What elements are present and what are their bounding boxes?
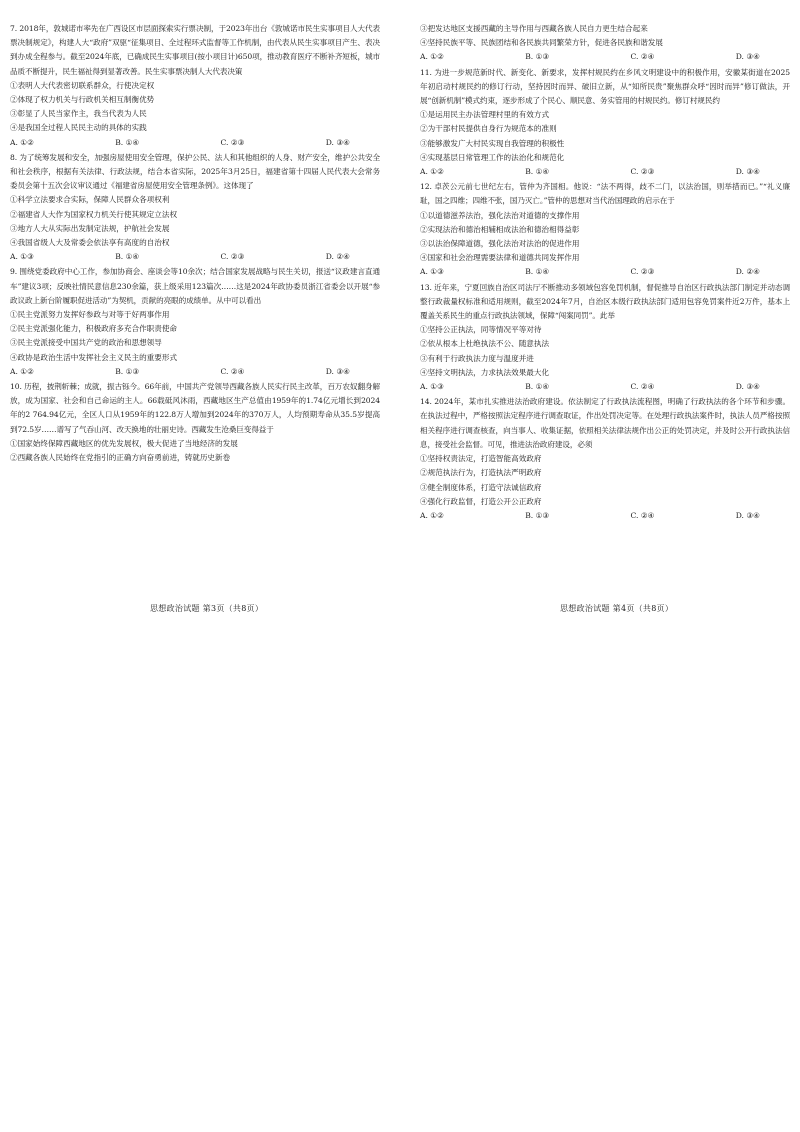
choice-b: B. ①④ bbox=[525, 382, 550, 392]
option: ①表明人大代表密切联系群众，行使决定权 bbox=[10, 80, 155, 90]
option: ①民主党派努力发挥好参政与对等于好两事作用 bbox=[10, 310, 170, 320]
answer-choices bbox=[10, 365, 380, 379]
page-3-column bbox=[10, 22, 380, 466]
choice-a: A. ①③ bbox=[10, 252, 34, 262]
option: ③把发达地区支援西藏的主导作用与西藏各族人民自力更生结合起来 bbox=[420, 24, 648, 33]
question-stem: 8. 为了统筹发展和安全，加强房屋使用安全管理，保护公民、法人和其他组织的人身、财产安全，维护公共安全和社会秩序，根据有关法律、行政法规，结合本省实际，2025年3月25日，福建省第十四届人民代表大会常务委员会第十五次会议审议通过《福建省房屋使用安全管理条例》。这体现了 bbox=[10, 152, 380, 191]
option: ④强化行政监督，打造公开公正政府 bbox=[420, 496, 542, 506]
option: ①科学立法要求合实际，保障人民群众各项权利 bbox=[10, 195, 170, 205]
page-4-column bbox=[420, 22, 790, 524]
blank-area bbox=[0, 620, 800, 1132]
choice-c: C. ②④ bbox=[630, 510, 655, 520]
question-stem: 14. 2024年，某市扎实推进法治政府建设。依法制定了行政执法流程图，明确了行政执法的各个环节和步骤。在执法过程中，严格按照法定程序进行调查取证，作出处罚决定等。在处理行政执法案件时，执法人员严格按照相关程序进行调查核查，向当事人、收集证据，依照相关法律法规作出公正的处罚决定，并及时公开行政执法信息，接受社会监督。可见，推进法治政府建设，必须 bbox=[420, 397, 790, 449]
question-11 bbox=[420, 66, 790, 180]
answer-choices bbox=[420, 509, 790, 523]
option: ①是运用民主办法管理村里的有效方式 bbox=[420, 110, 550, 120]
choice-c: C. ②③ bbox=[630, 167, 655, 177]
answer-choices bbox=[10, 250, 380, 264]
option: ③彰显了人民当家作主，我当代表为人民 bbox=[10, 109, 147, 119]
question-stem: 9. 围绕党委政府中心工作，参加协商会、座谈会等10余次；结合国家发展战略与民生关切，报送“议政建言直通车”建议3项；反映社情民意信息230余篇，获上级采用123篇次……这是2024年政协委员浙江省委会以开展“参政议政上新台阶履职促进活动”为契机，贡献的亮眼的成绩单。从中可以看出 bbox=[10, 267, 380, 305]
choice-c: C. ②④ bbox=[220, 366, 245, 376]
question-stem: 13. 近年来，宁夏回族自治区司法厅不断推动多领域包容免罚机制，督促推导自治区行政执法部门制定并动态调整行政裁量权标准和适用规则，截至2024年7月，自治区本级行政执法部门适用包容免罚案件近2万件，基本上覆盖关系民生的重点行政执法领域，保障“闯案同罚”。此举 bbox=[420, 282, 790, 321]
question-7 bbox=[10, 22, 380, 150]
option: ④坚持民族平等、民族团结和各民族共同繁荣方针，促进各民族和谐发展 bbox=[420, 38, 663, 48]
option: ③有利于行政执法力度与温度并进 bbox=[420, 353, 534, 363]
option: ②民主党派强化能力，积极政府多充合作职责使命 bbox=[10, 324, 178, 334]
page-footer-4: 思想政治试题 第4页（共8页） bbox=[560, 604, 674, 613]
choice-d: D. ③④ bbox=[735, 382, 760, 392]
option: ①以道德滋养法治，强化法治对道德的支撑作用 bbox=[420, 210, 580, 220]
question-10 bbox=[10, 380, 380, 465]
option: ④国家和社会治理需要法律和道德共同发挥作用 bbox=[420, 253, 580, 263]
choice-a: A. ①③ bbox=[420, 382, 444, 392]
option: ②规范执法行为，打造执法严明政府 bbox=[420, 468, 542, 478]
question-10-continued bbox=[420, 22, 790, 65]
answer-choices bbox=[420, 380, 790, 394]
question-9 bbox=[10, 265, 380, 379]
option: ②为干部村民提供自身行为规范本的准则 bbox=[420, 124, 557, 134]
choice-b: B. ①④ bbox=[115, 252, 140, 262]
choice-a: A. ①② bbox=[420, 167, 444, 177]
option: ③能够激发广大村民实现自我管理的积极性 bbox=[420, 138, 565, 148]
choice-b: B. ①④ bbox=[115, 137, 140, 147]
option: ②体现了权力机关与行政机关相互制衡优势 bbox=[10, 95, 155, 105]
question-13 bbox=[420, 281, 790, 395]
choice-d: D. ②④ bbox=[735, 267, 760, 277]
choice-d: D. ③④ bbox=[325, 366, 350, 376]
choice-d: D. ③④ bbox=[325, 137, 350, 147]
question-12 bbox=[420, 180, 790, 279]
answer-choices bbox=[420, 265, 790, 279]
answer-choices bbox=[420, 165, 790, 179]
choice-d: D. ②④ bbox=[325, 252, 350, 262]
option: ②实现法治和德治相辅相成法治和德治相得益彰 bbox=[420, 224, 580, 234]
choice-c: C. ②④ bbox=[630, 52, 655, 62]
option: ①国家始终保障西藏地区的优先发展权，极大促进了当地经济的发展 bbox=[10, 438, 238, 448]
choice-a: A. ①③ bbox=[420, 267, 444, 277]
choice-b: B. ①④ bbox=[525, 167, 550, 177]
option: ①坚持公正执法，同等情况平等对待 bbox=[420, 325, 542, 335]
choice-d: D. ③④ bbox=[735, 52, 760, 62]
option: ③健全制度体系，打造守法诚信政府 bbox=[420, 482, 542, 492]
choice-a: A. ①② bbox=[420, 510, 444, 520]
choice-c: C. ②④ bbox=[630, 382, 655, 392]
question-stem: 7. 2018年，敦城诺市率先在广西设区市层面探索实行票决制，于2023年出台《敦城诺市民生实事项目人大代表票决制规定》，构建人大“政府”双驱“征集项目、全过程环式监督等工作机制，由代表从民生实事项目产生、表决到办成全程参与。截至2024年底，已确成民生实事项目(按小项目计)650项，推动教育医疗不断补齐短板，城市品质不断提升，民生福祉得到显著改善。民生实事票决制人大代表决策 bbox=[10, 24, 380, 76]
option: ②依从根本上杜绝执法不公、随意执法 bbox=[420, 339, 550, 349]
choice-b: B. ①③ bbox=[525, 52, 550, 62]
choice-b: B. ①④ bbox=[525, 267, 550, 277]
choice-c: C. ②③ bbox=[220, 137, 245, 147]
choice-a: A. ①② bbox=[420, 52, 444, 62]
answer-choices bbox=[10, 136, 380, 150]
option: ③民主党派接受中国共产党的政治和思想领导 bbox=[10, 338, 162, 348]
question-8 bbox=[10, 151, 380, 265]
choice-c: C. ②③ bbox=[220, 252, 245, 262]
option: ④是我国全过程人民民主动的具体的实践 bbox=[10, 123, 147, 133]
choice-d: D. ③④ bbox=[735, 167, 760, 177]
choice-b: B. ①③ bbox=[115, 366, 140, 376]
option: ①坚持权责法定，打造智能高效政府 bbox=[420, 454, 542, 464]
option: ③以法治保障道德，强化法治对法治的促进作用 bbox=[420, 239, 580, 249]
option: ②福建省人大作为国家权力机关行使其规定立法权 bbox=[10, 209, 178, 219]
question-stem: 10. 历程，披荆斩棘；成就，振古铄今。66年前，中国共产党领导西藏各族人民实行民主改革，百万农奴翻身解放，成为国家、社会和自己命运的主人。66载砥风沐雨，西藏地区生产总值由1959年的1.74亿元增长到2024年的2 764.94亿元，全区人口从1959年的122.8万人增加到2024年的370万人，人均预期寿命从35.5岁提高到72.5岁……谱写了气吞山河、改天换地的壮丽史诗。西藏发生沧桑巨变得益于 bbox=[10, 382, 380, 434]
option: ④坚持文明执法，力求执法效果最大化 bbox=[420, 367, 550, 377]
page-footer-3: 思想政治试题 第3页（共8页） bbox=[150, 604, 264, 613]
question-stem: 12. 卓茨公元前七世纪左右，管仲为齐国相。他说：“法不两得，歧不二门，以法治国，则举措而已。”“礼义廉耻，国之四维；四维不张，国乃灭亡。”管仲的思想对当代治国理政的启示在于 bbox=[420, 182, 790, 206]
choice-c: C. ②③ bbox=[630, 267, 655, 277]
choice-d: D. ③④ bbox=[735, 510, 760, 520]
option: ②西藏各族人民始终在党指引的正确方向奋勇前进，铸就历史新卷 bbox=[10, 453, 231, 463]
choice-a: A. ①② bbox=[10, 137, 34, 147]
option: ④我国省级人大及常委会依法享有高度的自治权 bbox=[10, 238, 170, 248]
option: ④政协是政治生活中发挥社会主义民主的重要形式 bbox=[10, 352, 178, 362]
option: ④实现基层日常管理工作的法治化和规范化 bbox=[420, 152, 565, 162]
choice-a: A. ①② bbox=[10, 366, 34, 376]
question-14 bbox=[420, 395, 790, 523]
option: ③地方人大从实际出发制定法规，护航社会发展 bbox=[10, 223, 170, 233]
question-stem: 11. 为进一步规范新时代、新变化、新要求，发挥村规民约在乡风文明建设中的积极作用，安徽某街道在2025年初启动村规民约的修订行动，坚持因时而异、破旧立新，从“知所民贵”聚焦群众呼“因时而异”修订做法，开展“创新机制”模式约束，逐步形成了个民心、顺民意、务实管用的村规民约。修订村规民约 bbox=[420, 67, 790, 106]
choice-b: B. ①③ bbox=[525, 510, 550, 520]
answer-choices bbox=[420, 50, 790, 64]
